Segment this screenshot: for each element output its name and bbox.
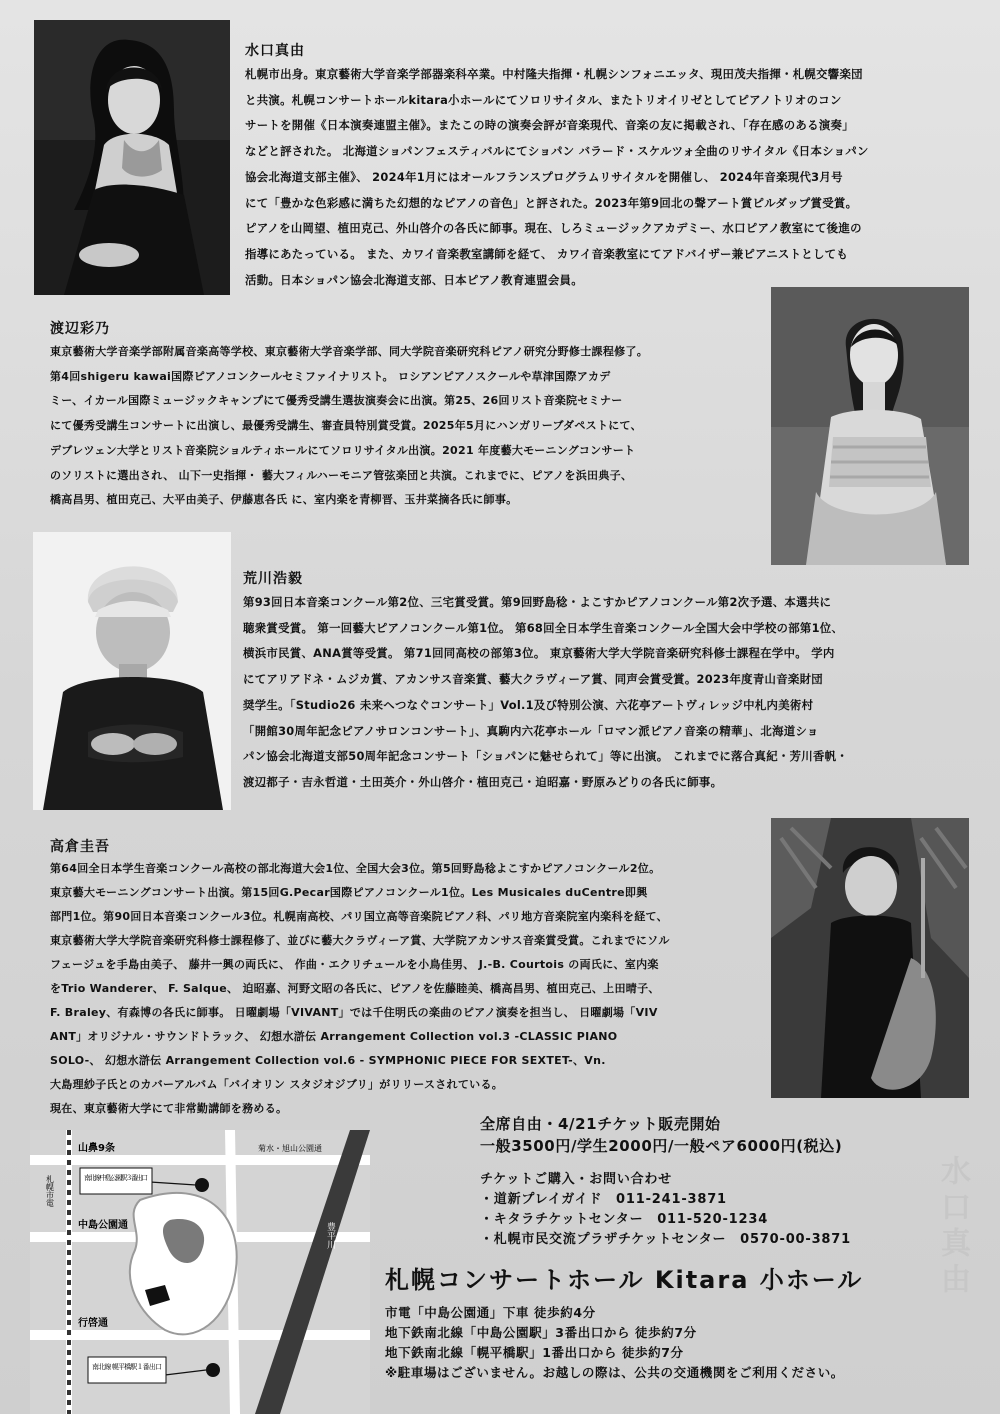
map-label-nakajima-dori: 中島公園通 [78, 1220, 128, 1231]
performer-bio-4 [50, 857, 670, 1121]
map-label-tram: 札幌市電 [45, 1175, 55, 1207]
bio-line: サートを開催《日本演奏連盟主催》。またこの時の演奏会評が音楽現代、音楽の友に掲載され、「存在感のある演奏」 [245, 118, 854, 133]
bio-line: 第64回全日本学生音楽コンクール高校の部北海道大会1位、全国大会3位。第5回野島稔よこすかピアノコンクール2位。 [50, 862, 661, 875]
bio-line: 活動。日本ショパン協会北海道支部、日本ピアノ教育連盟会員。 [245, 272, 583, 287]
street-yamahana [30, 1155, 370, 1165]
ticket-contact-item: ・札幌市民交流プラザチケットセンター 0570-00-3871 [480, 1232, 851, 1247]
portrait-photo-watanabe [771, 287, 969, 565]
bio-line: 横浜市民賞、ANA賞等受賞。 第71回同高校の部第3位。 東京藝術大学大学院音楽研究科修士課程在学中。 学内 [243, 646, 835, 661]
bio-line: 渡辺都子・吉永哲道・土田英介・外山啓介・植田克己・迫昭嘉・野原みどりの各氏に師事。 [243, 774, 723, 789]
bio-line: 現在、東京藝術大学にて非常勤講師を務める。 [50, 1102, 288, 1115]
performer-name-1: 水口真由 [245, 43, 305, 59]
map-label-kikusui: 菊水・旭山公園通 [258, 1144, 322, 1153]
bio-line: 指導にあたっている。 また、カワイ音楽教室講師を経て、 カワイ音楽教室にてアドバイザー兼ピアニストとしても [245, 246, 849, 261]
portrait-arakawa-image [33, 532, 231, 810]
ticket-contact-item: ・道新プレイガイド 011-241-3871 [480, 1192, 727, 1207]
portrait-watanabe-image [771, 287, 969, 565]
portrait-mizuguchi-image [34, 20, 230, 295]
bio-line: 第93回日本音楽コンクール第2位、三宅賞受賞。第9回野島稔・よこすかピアノコンクール第2次予選、本選共に [243, 595, 832, 609]
bio-line: ANT」オリジナル・サウンドトラック、 幻想水滸伝 Arrangement Collection vol.3 -CLASSIC PIANO [50, 1030, 618, 1043]
performer-name-4: 高倉圭吾 [50, 839, 110, 855]
bio-line: デブレツェン大学とリスト音楽院ショルティホールにてソロリサイタル出演。2021 年度藝大モーニングコンサート [50, 443, 636, 457]
portrait-photo-arakawa [33, 532, 231, 810]
bio-line: 橋高昌男、植田克己、大平由美子、伊藤恵各氏 に、室内楽を青柳晋、玉井菜摘各氏に師事。 [50, 493, 518, 507]
access-line: 地下鉄南北線「中島公園駅」3番出口から 徒歩約7分 [385, 1325, 697, 1340]
map-label-exit-horohira: 南北線 幌平橋駅１番出口 [92, 1363, 162, 1371]
bio-line: にてアリアドネ・ムジカ賞、アカンサス音楽賞、藝大クラヴィーア賞、同声会賞受賞。2023年度青山音楽財団 [243, 672, 823, 687]
watermark-text: 水口真由 [935, 1155, 970, 1299]
bio-line: 聴衆賞受賞。 第一回藝大ピアノコンクール第1位。 第68回全日本学生音楽コンクール全国大会中学校の部第1位、 [243, 620, 844, 635]
bio-line: をTrio Wanderer、 F. Salque、 迫昭嘉、河野文昭の各氏に、ピアノを佐藤睦美、橋高昌男、植田克己、上田晴子、 [50, 982, 660, 995]
bio-line: SOLO-、 幻想水滸伝 Arrangement Collection vol.6 - SYMPHONIC PIECE FOR SEXTET-、Vn. [50, 1054, 606, 1067]
bio-line: フェージュを手島由美子、 藤井一興の両氏に、 作曲・エクリチュールを小鳥佳男、 J.-B. Courtois の両氏に、室内楽 [50, 958, 659, 971]
bio-line: 「開館30周年記念ピアノサロンコンサート」、真駒内六花亭ホール「ロマン派ピアノ音楽の精華」、北海道ショ [243, 723, 819, 738]
access-line: 市電「中島公園通」下車 徒歩約4分 [385, 1305, 596, 1320]
bio-line: 奨学生。「Studio26 未来へつなぐコンサート」Vol.1及び特別公演、六花亭アートヴィレッジ中札内美術村 [243, 697, 814, 712]
map-label-yamahana: 山鼻9条 [78, 1143, 115, 1154]
performer-bio-2 [50, 340, 648, 513]
bio-line: F. Braley、有森博の各氏に師事。 日曜劇場「VIVANT」では千住明氏の楽曲のピアノ演奏を担当し、 日曜劇場「VIV [50, 1006, 658, 1019]
access-map-graphic [30, 1130, 370, 1414]
venue-name: 札幌コンサートホール Kitara 小ホール [385, 1266, 864, 1294]
bio-line: などと評された。 北海道ショパンフェスティバルにてショパン バラード・スケルツォ全曲のリサイタル《日本ショパン [245, 144, 869, 159]
bio-line: 第4回shigeru kawai国際ピアノコンクールセミファイナリスト。 ロシアンピアノスクールや草津国際アカデ [50, 369, 611, 383]
ticket-price-line: 一般3500円/学生2000円/一般ペア6000円(税込) [480, 1137, 843, 1155]
ticket-sale-line: 全席自由・4/21チケット販売開始 [480, 1115, 721, 1133]
nakajima-park [130, 1193, 237, 1334]
performer-name-3: 荒川浩毅 [243, 571, 303, 587]
bio-line: にて「豊かな色彩感に満ちた幻想的なピアノの音色」と評された。2023年第9回北の聲アート賞ピルダップ賞受賞。 [245, 195, 858, 210]
ticket-contact-item: ・キタラチケットセンター 011-520-1234 [480, 1212, 769, 1227]
map-label-gyokei: 行啓通 [78, 1318, 108, 1329]
bio-line: 札幌市出身。東京藝術大学音楽学部器楽科卒業。中村隆夫指揮・札幌シンフォニエッタ、現田茂夫指揮・札幌交響楽団 [245, 67, 863, 81]
exit-marker-horohira [206, 1363, 220, 1377]
access-map [30, 1130, 370, 1414]
portrait-takakura-image [771, 818, 969, 1098]
ticket-contacts [480, 1170, 851, 1250]
ticket-contact-title: チケットご購入・お問い合わせ [480, 1172, 673, 1187]
map-label-river: 豊平川 [325, 1222, 335, 1249]
access-info [385, 1303, 844, 1383]
bio-line: 大島理紗子氏とのカバーアルバム「バイオリン スタジオジブリ」がリリースされている。 [50, 1078, 504, 1091]
bio-line: と共演。札幌コンサートホールkitara小ホールにてソロリサイタル、またトリオイリゼとしてピアノトリオのコン [245, 92, 842, 107]
bio-line: パン協会北海道支部50周年記念コンサート「ショパンに魅せられて」等に出演。 これまでに落合真紀・芳川香帆・ [243, 749, 849, 764]
portrait-photo-takakura [771, 818, 969, 1098]
bio-line: のソリストに選出され、 山下一史指揮・ 藝大フィルハーモニア管弦楽団と共演。これまでに、ピアノを浜田典子、 [50, 468, 633, 482]
access-line: 地下鉄南北線「幌平橋駅」1番出口から 徒歩約7分 [385, 1345, 684, 1360]
bio-line: 部門1位。第90回日本音楽コンクール3位。札幌南高校、パリ国立高等音楽院ピアノ科、パリ地方音楽院室内楽科を経て、 [50, 910, 668, 923]
street-gyokei [30, 1330, 370, 1340]
performer-bio-3 [243, 590, 848, 796]
performer-name-2: 渡辺彩乃 [50, 321, 110, 337]
ticket-info [480, 1113, 842, 1157]
bio-line: 東京藝術大学大学院音楽研究科修士課程修了、並びに藝大クラヴィーア賞、大学院アカンサス音楽賞受賞。これまでにソル [50, 934, 670, 947]
map-label-exit-nakajima: 南北線 中島公園駅３番出口 [84, 1174, 148, 1182]
performer-bio-1 [245, 62, 869, 293]
bio-line: 協会北海道支部主催》、 2024年1月にはオールフランスプログラムリサイタルを開催し、 2024年音楽現代3月号 [245, 169, 843, 184]
exit-marker-nakajima [195, 1178, 209, 1192]
bio-line: ピアノを山岡望、植田克己、外山啓介の各氏に師事。現在、しろミュージックアカデミー、水口ピアノ教室にて後進の [245, 221, 862, 236]
bio-line: ミー、イカール国際ミュージックキャンプにて優秀受講生選抜演奏会に出演。第25、26回リスト音楽院セミナー [50, 394, 623, 408]
bio-line: 東京藝大モーニングコンサート出演。第15回G.Pecar国際ピアノコンクール1位。Les Musicales duCentre即興 [50, 886, 648, 899]
access-line: ※駐車場はございません。お越しの際は、公共の交通機関をご利用ください。 [385, 1365, 844, 1380]
bio-line: にて優秀受講生コンサートに出演し、最優秀受講生、審査員特別賞受賞。2025年5月にハンガリーブダペストにて、 [50, 419, 642, 433]
portrait-photo-mizuguchi [34, 20, 230, 295]
bio-line: 東京藝術大学音楽学部附属音楽高等学校、東京藝術大学音楽学部、同大学院音楽研究科ピアノ研究分野修士課程修了。 [50, 345, 649, 358]
